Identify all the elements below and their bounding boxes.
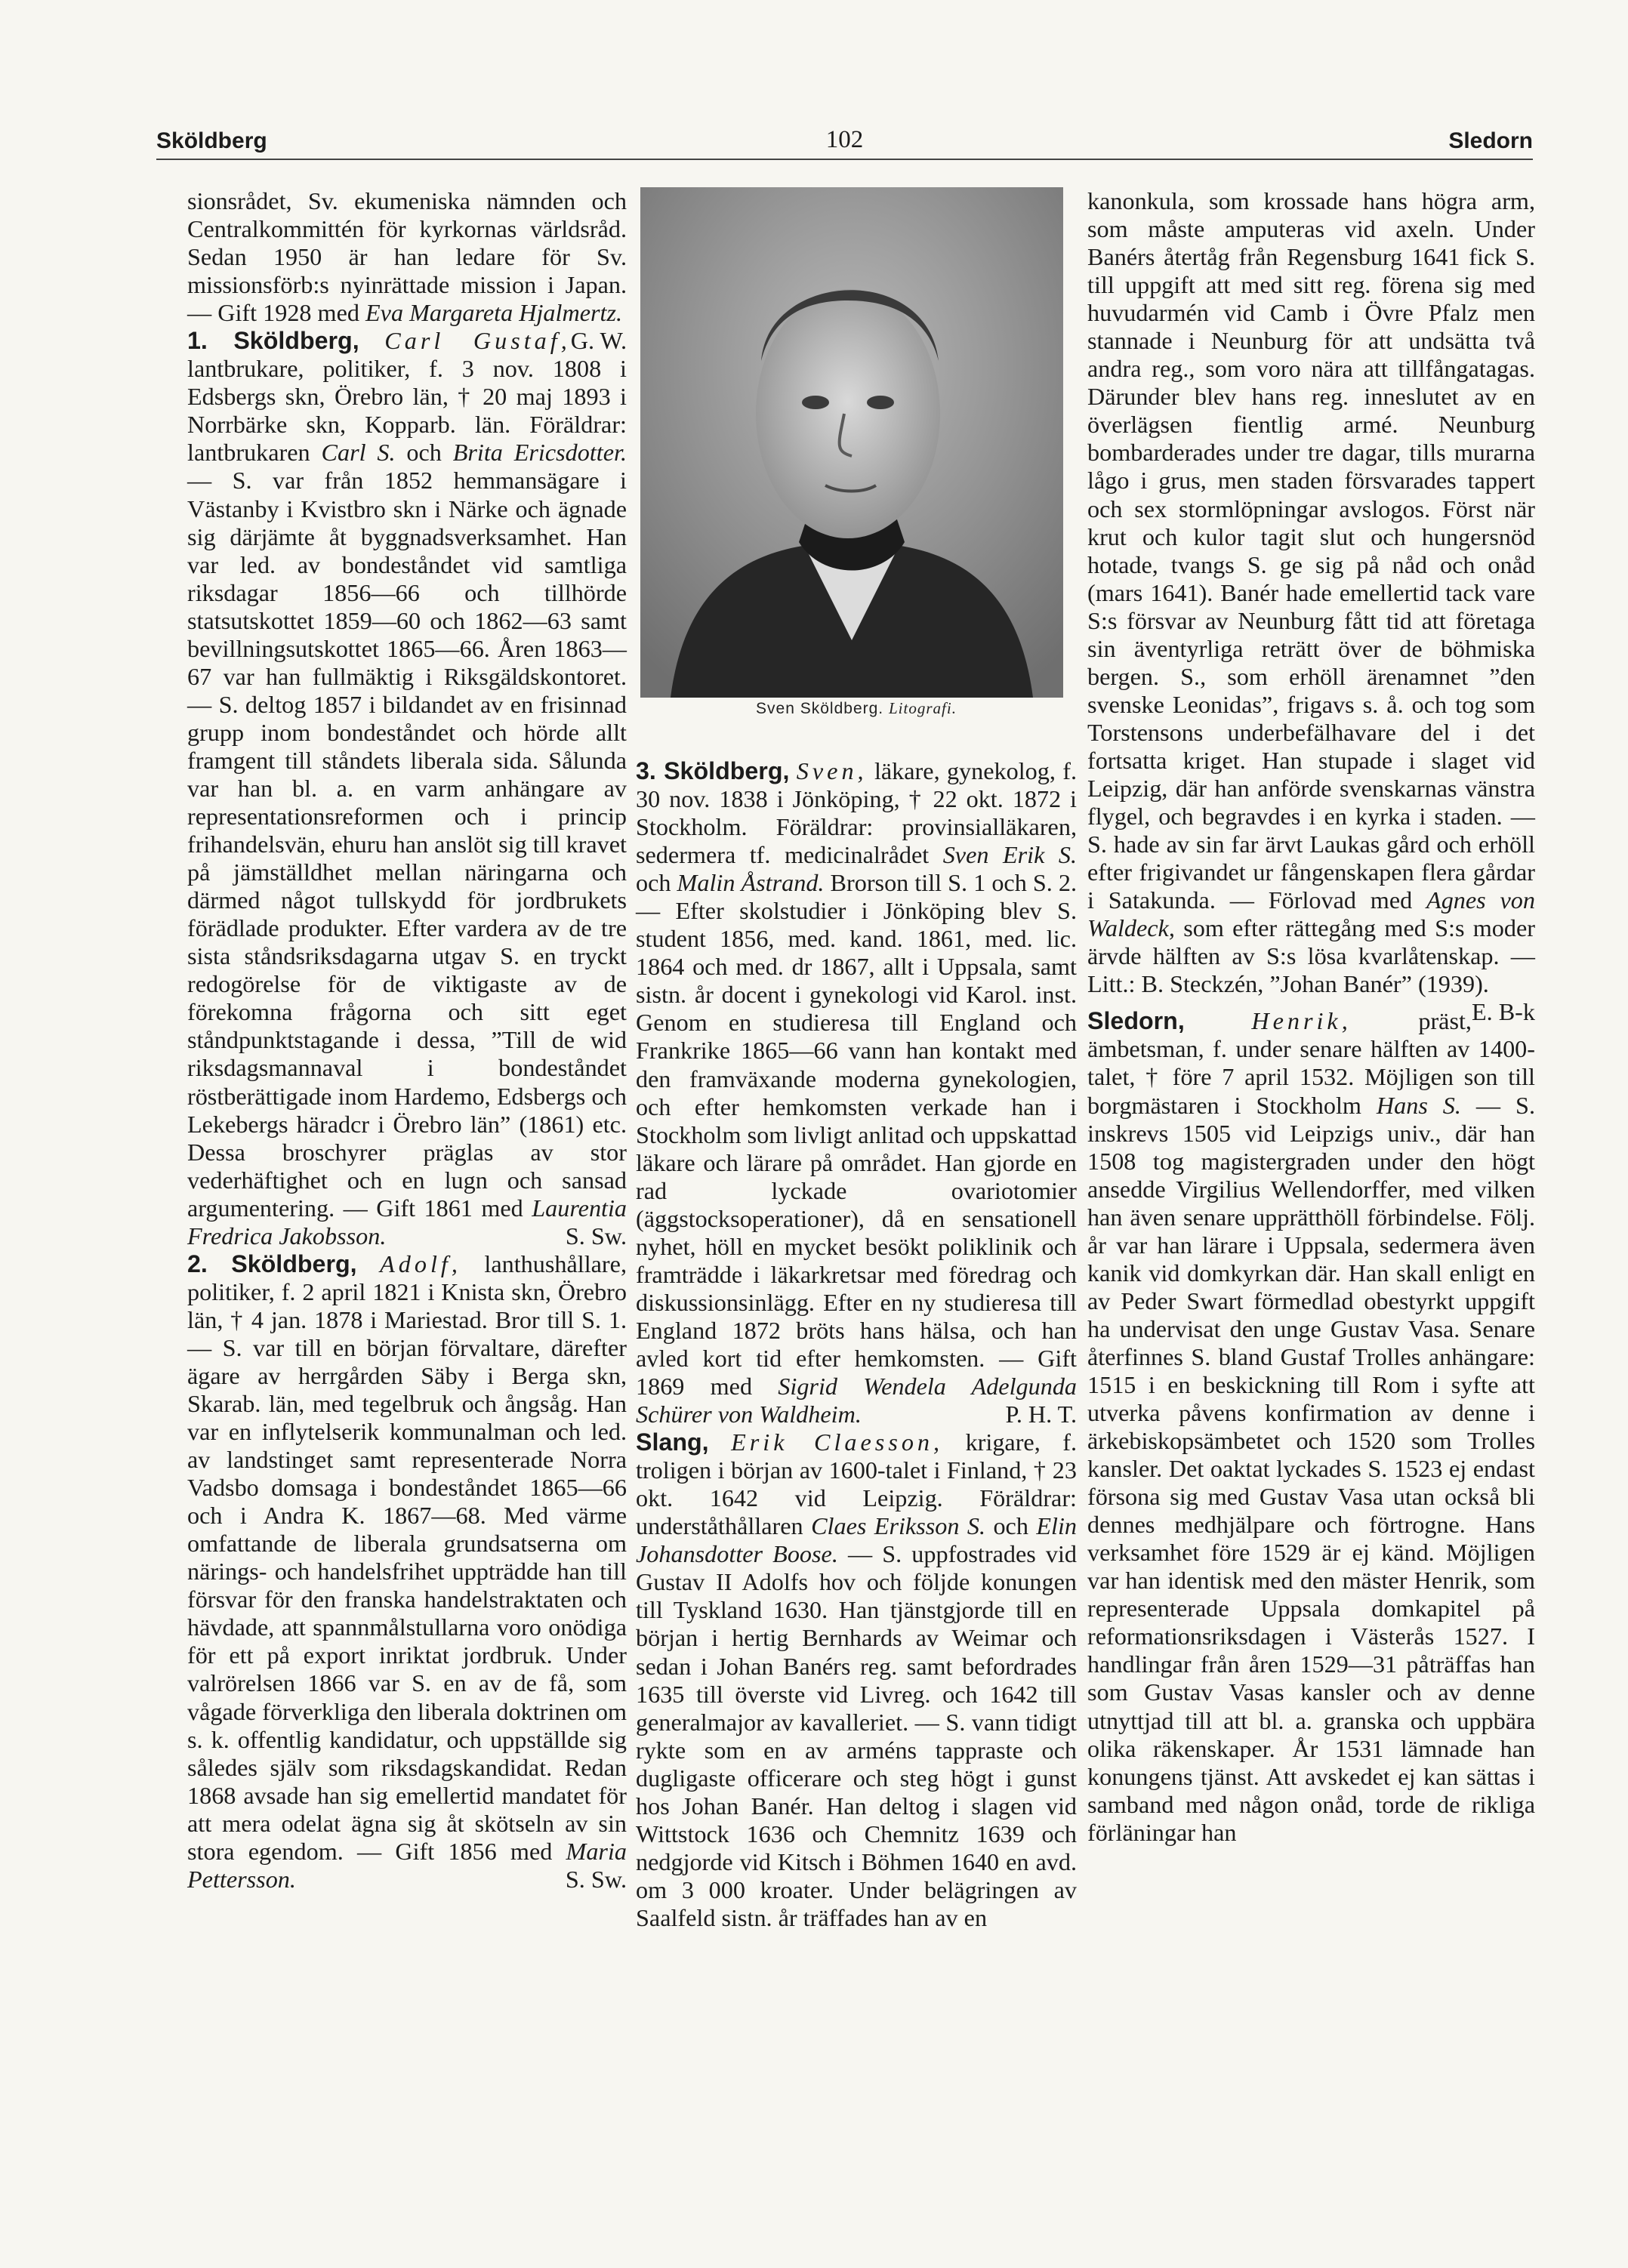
text: — S. uppfostrades vid Gustav II Adolfs hov och följde konungen till Tyskland 1630. Han tjänstgjorde till en början i hertig Bernhards av Weimar och sedan i Johan Banérs reg. samt befordrades 1635 till överste vid Livreg. och 1642 till generalmajor av kavalleriet. — S. vann tidigt rykte som en av arméns tappraste och dugligaste officerare och steg högt i gunst hos Johan Banér. Han deltog i slagen vid Wittstock 1636 och Chemnitz 1639 och nedgjorde vid Kitsch i Böhmen 1640 en avd. om 3 000 kroater. Under belägringen av Saalfeld sistn. år träffades han av en [636,1540,1077,1931]
header-rule [156,159,1533,160]
author-signature: P. H. T. [1005,1401,1077,1428]
caption-medium: Litografi. [889,699,957,717]
parent-name: Carl S. [321,439,396,467]
spouse-name: Eva Margareta Hjalmertz. [365,299,623,327]
text: krigare, f. troligen i början av 1600-talet i Finland, † 23 okt. 1642 vid Leipzig. Föräldrar: underståthållaren [636,1428,1078,1540]
page-number: 102 [825,126,864,153]
spouse-name: Maria Pettersson. [187,1837,627,1893]
column-3-text [1087,187,1535,1847]
column-2-text [636,757,1077,1932]
entry-heading: Sledorn, [1087,1007,1185,1035]
entry-given-name: Carl Gustaf, [384,327,571,355]
author-signature: G. W. [570,327,627,355]
fiancee-name: Agnes von Waldeck, [1087,886,1535,942]
parent-name: Brita Ericsdotter. [452,439,627,467]
text: Brorson till S. 1 och S. 2. — Efter skolstudier i Jönköping blev S. student 1856, med. kand. 1861, med. lic. 1864 och med. dr 1867, allt i Uppsala, samt sistn. år docent i gynekologi vid Karol. inst. Genom en studieresa till England och Frankrike 1865—66 vann han kontakt med den framväxande moderna gynekologien, och efter hemkomsten verkade han i Stockholm som livligt anlitad och uppskattad läkare och lärare på området. Han gjorde en rad lyckade ovariotomier (äggstocksoperationer), då en sensationell nyhet, höll en mycket besökt poliklinik och framträdde i läkarkretsar med föredrag och diskussionsinlägg. Efter en ny studieresa till England 1872 bröts hans hälsa, och han avled kort tid efter hemkomsten. — Gift 1869 med [636,869,1078,1401]
parent-name: Sven Erik S. [942,841,1077,869]
spouse-name: Laurentia Fredrica Jakobsson. [187,1194,627,1250]
portrait-lithograph [640,187,1063,698]
text: lantbrukare, politiker, f. 3 nov. 1808 i Edsbergs skn, Örebro län, † 20 maj 1893 i Norrbärke skn, Kopparb. län. Föräldrar: lantbrukaren [187,355,627,467]
header-left-entry: Sköldberg [156,128,267,153]
entry-slang [636,1428,1077,1932]
text: kanonkula, som krossade hans högra arm, som måste amputeras vid axeln. Under Banérs återtåg från Regensburg 1641 fick S. till uppgift att med sitt reg. förena sig med huvudarmén vid Camb i Övre Pfalz men stannade i Neunburg för att undsätta två andra reg., som voro nära att tillfångatagas. Därunder blev hans reg. inneslutet av en överlägsen fientlig armé. Neunburg bombarderades under tre dagar, tills murarna lågo i grus, men staden försvarades tappert och sex stormlöpningar avslogos. Först när krut och kulor tagit slut och hungersnöd hotade, tvangs S. ge sig på nåd och onåd (mars 1641). Banér hade emellertid tack vare S:s försvar av Neunburg fått tid att företaga sin äventyrliga reträtt över de böhmiska bergen. S., som erhöll ärenamnet ”den svenske Leonidas”, frigavs s. å. och tog som Torstensons underbefälhavare del i det fortsatta kriget. Han stupade i slaget vid Leipzig, där han anförde svenskarnas vänstra flygel, och begravdes i en kyrka i staden. — S. hade av sin far ärvt Laukas gård och erhöll efter frigivandet ur fångenskapen flera gårdar i Satakunda. — Förlovad med [1087,187,1535,914]
column-1 [187,187,627,1894]
entry-sledorn [1087,1007,1535,1846]
entry-given-name: Adolf, [380,1250,461,1277]
entry-given-name: Henrik, [1251,1007,1352,1035]
entry-heading: 2. Sköldberg, [187,1250,357,1277]
entry-heading: 3. Sköldberg, [636,757,790,784]
author-signature: S. Sw. [565,1865,627,1893]
text: och [406,439,442,467]
parent-name: Hans S. [1376,1091,1461,1119]
portrait-caption [636,695,1077,723]
text: läkare, gynekolog, f. 30 nov. 1838 i Jönköping, † 22 okt. 1872 i Stockholm. Föräldrar: provinsialläkaren, sedermera tf. medicinalrådet [636,757,1078,869]
text: som efter rättegång med S:s moder ärvde hälften av S:s lösa kvarlåtenskap. — Litt.: B. Steckzén, ”Johan Banér” (1939). [1087,914,1536,998]
entry-heading: Slang, [636,1428,709,1456]
entry-given-name: Sven, [796,757,868,784]
author-signature: S. Sw. [565,1222,627,1250]
text: präst, ämbetsman, f. under senare hälften av 1400-talet, † före 7 april 1532. Möjligen son till borgmästaren i Stockholm [1087,1007,1535,1119]
parent-name: Malin Åstrand. [677,869,825,897]
parent-name: Claes Eriksson S. [811,1512,986,1540]
entry-given-name: Erik Claesson, [731,1428,944,1456]
text: och [636,869,671,897]
spouse-name: Sigrid Wendela Adelgunda Schürer von Waldheim. [636,1373,1078,1428]
caption-text: Sven Sköldberg. [756,700,884,717]
text: och [993,1512,1028,1540]
entry-sven [636,757,1077,1428]
parent-name: Elin Johansdotter Boose. [636,1512,1077,1568]
header-right-entry: Sledorn [1448,128,1533,153]
author-signature: E. B-k [1471,998,1535,1026]
running-header [156,113,1533,160]
text: lanthushållare, politiker, f. 2 april 1821 i Knista skn, Örebro län, † 4 jan. 1878 i Mariestad. Bror till S. 1. — S. var till en början förvaltare, därefter ägare av herrgården Säby i Berga skn, Skarab. län, med tegelbruk och ångsåg. Han var en inflytelserik kommunalman och led. av landstinget samt representerade Norra Vadsbo domsaga i bondeståndet 1865—66 och i Andra K. 1867—68. Med värme omfattande de liberala grundsatserna om närings- och handelsfrihet uppträdde han till försvar för den franska handelstraktaten och hävdade, att spannmålstullarna voro onödiga för ett på export inriktat jordbruk. Under valrörelsen 1866 var S. en av de få, som vågade förverkliga den liberala doktrinen om s. k. offentlig kandidatur, och uppställde sig således själv som riksdagskandidat. Redan 1868 avsade han sig emellertid mandatet för att mera odelat ägna sig åt skötseln av sin stora egendom. — Gift 1856 med [187,1250,627,1865]
entry-carl-gustaf [187,327,627,1250]
entry-heading: 1. Sköldberg, [187,327,359,355]
entry-adolf [187,1250,627,1894]
text: sionsrådet, Sv. ekumeniska nämnden och Centralkommittén för kyrkornas världsråd. Sedan 1950 är han ledare för Sv. missionsförb:s nyinrättade mission i Japan. — Gift 1928 med [187,187,627,327]
portrait-figure [636,187,1077,717]
text: — S. inskrevs 1505 vid Leipzigs univ., där han 1508 tog magistergraden under den högt ansedde Virgilius Wellendorffer, med vilken han även senare upprätthöll förbindelse. Följ. år var han lärare i Uppsala, sedermera även kanik vid domkyrkan där. Han skall enligt en av Peder Swart förmedlad obestyrkt uppgift ha undervisat den unge Gustav Vasa. Senare återfinnes S. bland Gustaf Trolles anhängare: 1515 i en beskickning till Rom i syfte att utverka påvens konfirmation av denne i ärkebiskopsämbetet och 1520 som Trolles kansler. Det oaktat lyckades S. 1523 ej endast försona sig med Gustav Vasa utan också bli dennes medhjälpare och förtrogne. Hans verksamhet före 1529 är ej känd. Möjligen var han identisk med den mäster Henrik, som representerade Uppsala domkapitel på reformationsriksdagen i Västerås 1527. I handlingar från åren 1529—31 påträffas han som Gustav Vasas kansler och av denne utnyttjad till att bl. a. granska och uppbära olika räkenskaper. År 1531 lämnade han konungens tjänst. Att avskedet ej kan sättas i samband med någon onåd, torde de rikliga förläningar han [1087,1091,1535,1846]
text: — S. var från 1852 hemmansägare i Västanby i Kvistbro skn i Närke och ägnade sig därjämte åt byggnadsverksamhet. Han var led. av bondeståndet vid samtliga riksdagar 1856—66 och tillhörde statsutskottet 1859—60 och 1862—63 samt bevillningsutskottet 1865—66. Åren 1863—67 var han fullmäktig i Riksgäldskontoret. — S. deltog 1857 i bildandet av en frisinnad grupp inom bondeståndet och hörde allt framgent till ståndets liberala sida. Sålunda var han bl. a. en varm anhängare av representationsreformen och i princip frihandelsvän, ehuru han anslöt sig till kravet på jämställdhet mellan näringarna och därmed något tullskydd för jordbrukets förädlade produkter. Efter vardera av de tre sista ståndsriksdagarna utgav S. en tryckt redogörelse för de viktigaste av de förekomna frågorna och sitt eget ståndpunktstagande i dessa, ”Till de wid riksdagsmannaval i bondeståndet röstberättigade inom Hardemo, Edsbergs och Lekebergs häradcr i Örebro län” (1861) etc. Dessa broschyrer präglas av stor vederhäftighet och en lugn och sansad argumentering. — Gift 1861 med [187,467,627,1222]
